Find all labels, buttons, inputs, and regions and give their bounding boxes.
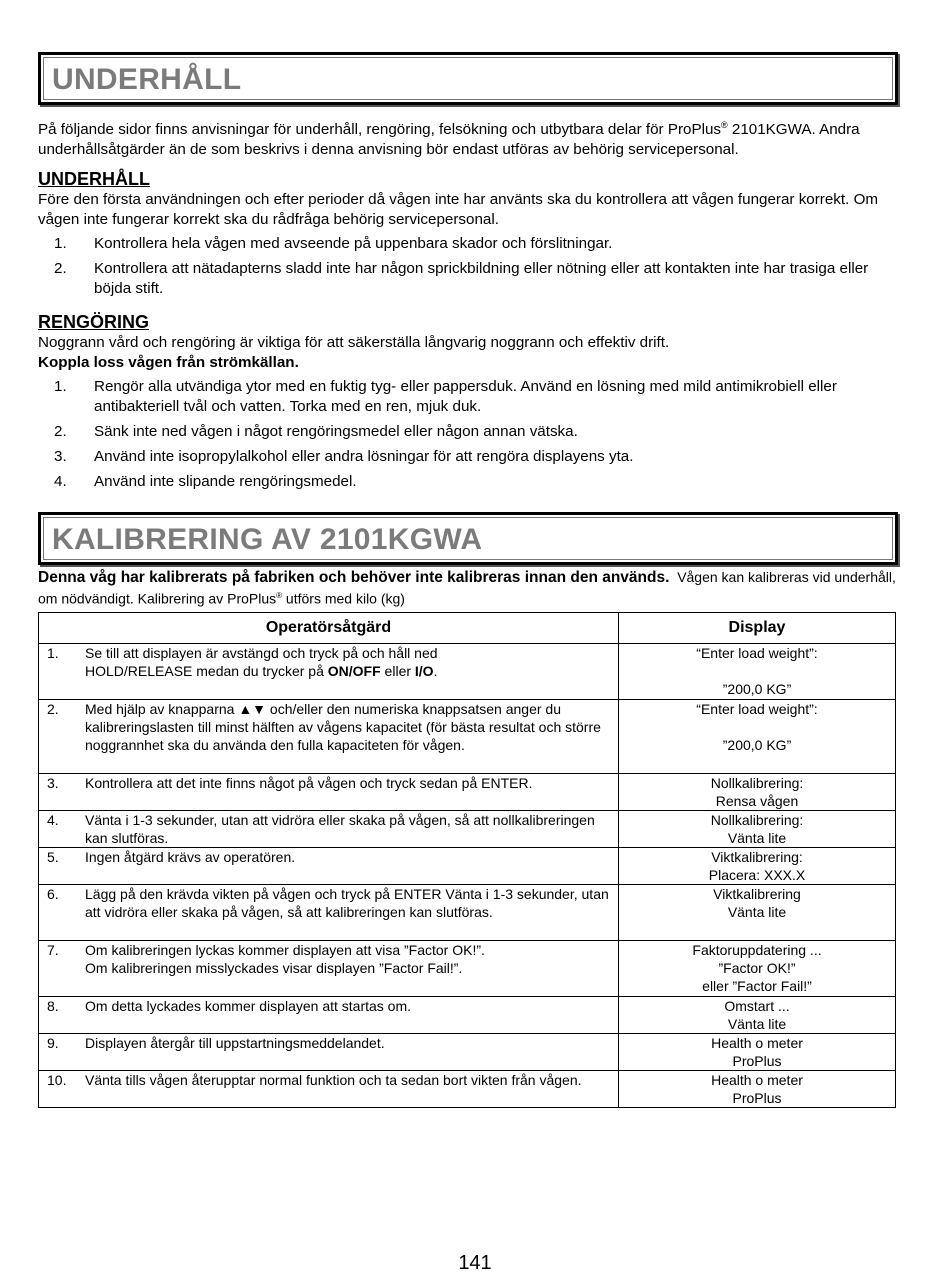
operator-cell bbox=[39, 940, 619, 996]
operator-text: eller bbox=[380, 662, 415, 679]
list-text: Rengör alla utvändiga ytor med en fuktig tyg- eller pappersduk. Använd en lösning med mild antimikrobiell eller antibakteriell tvål och vatten. Torka med en ren, mjuk duk. bbox=[94, 378, 837, 416]
display-line: Vänta lite bbox=[727, 903, 787, 920]
display-line: “Enter load weight”: bbox=[696, 644, 818, 661]
display-line: ProPlus bbox=[732, 1089, 782, 1106]
operator-text: Vänta i 1-3 sekunder, utan att vidröra eller skaka på vågen, så att nollkalibreringen kan slutföras. bbox=[85, 811, 595, 846]
operator-cell bbox=[39, 699, 619, 773]
display-line: Nollkalibrering: bbox=[710, 774, 804, 791]
display-line: eller ”Factor Fail!” bbox=[702, 977, 812, 994]
intro-text: På följande sidor finns anvisningar för underhåll, rengöring, felsökning och utbytbara delar för ProPlus bbox=[38, 121, 721, 139]
display-cell bbox=[619, 847, 896, 884]
operator-cell bbox=[39, 643, 619, 699]
display-line: Faktoruppdatering ... bbox=[692, 941, 822, 958]
display-line: Health o meter bbox=[711, 1071, 803, 1088]
operator-cell bbox=[39, 810, 619, 847]
operator-text: Ingen åtgärd krävs av operatören. bbox=[85, 848, 296, 865]
list-number: 2. bbox=[54, 423, 67, 441]
row-number: 6. bbox=[47, 885, 59, 902]
operator-text: Med hjälp av knapparna ▲▼ och/eller den numeriska knappsatsen anger du kalibreringslasten till minst hälften av vågens kapacitet (för bästa resultat och större noggrannhet ska du använda den fulla kapaciteten för vågen. bbox=[85, 700, 601, 753]
table-row bbox=[39, 643, 896, 699]
calibration-intro-text: Vågen kan kalibreras vid underhåll, om nödvändigt. Kalibrering av ProPlus bbox=[38, 569, 896, 607]
cleaning-warning: Koppla loss vågen från strömkällan. bbox=[38, 354, 299, 372]
display-line: Omstart ... bbox=[724, 997, 790, 1014]
display-line: ProPlus bbox=[732, 1052, 782, 1069]
list-number: 1. bbox=[54, 378, 67, 396]
column-header-operator: Operatörsåtgärd bbox=[39, 612, 619, 643]
display-cell bbox=[619, 1033, 896, 1070]
calibration-banner-title: KALIBRERING AV 2101KGWA bbox=[43, 517, 893, 560]
table-row bbox=[39, 940, 896, 996]
list-text: Använd inte slipande rengöringsmedel. bbox=[94, 473, 357, 491]
list-item bbox=[38, 377, 898, 417]
display-line bbox=[619, 718, 895, 736]
display-line: Vänta lite bbox=[727, 829, 787, 846]
maintenance-text: Före den första användningen och efter perioder då vågen inte har använts ska du kontrollera att vågen fungerar korrekt. Om vågen inte fungerar korrekt ska du rådfråga behörig servicepersonal. bbox=[38, 191, 879, 229]
list-text: Kontrollera hela vågen med avseende på uppenbara skador och förslitningar. bbox=[94, 235, 613, 253]
display-line: “Enter load weight”: bbox=[696, 700, 818, 717]
cleaning-steps bbox=[38, 377, 898, 492]
operator-line: Om kalibreringen lyckas kommer displayen att visa ”Factor OK!”. bbox=[85, 941, 485, 958]
page-number: 141 bbox=[458, 1252, 492, 1274]
table-row bbox=[39, 996, 896, 1033]
row-number: 5. bbox=[47, 848, 59, 865]
table-row bbox=[39, 699, 896, 773]
operator-text: Lägg på den krävda vikten på vågen och tryck på ENTER Vänta i 1-3 sekunder, utan att vidröra eller skaka på vågen, så att kalibreringen kan slutföras. bbox=[85, 885, 609, 920]
calibration-intro-end: utförs med kilo (kg) bbox=[282, 590, 405, 607]
display-cell bbox=[619, 699, 896, 773]
maintenance-steps bbox=[38, 234, 898, 299]
column-header-display: Display bbox=[619, 612, 896, 643]
operator-text: Om detta lyckades kommer displayen att startas om. bbox=[85, 997, 412, 1014]
row-number: 2. bbox=[47, 700, 59, 717]
intro-text-cont: 2101KGWA. Andra underhållsåtgärder än de som beskrivs i denna anvisning bör endast utföras av behörig servicepersonal. bbox=[38, 121, 860, 159]
display-line: ”200,0 KG” bbox=[722, 680, 792, 697]
display-line: Viktkalibrering: bbox=[711, 848, 803, 865]
table-row bbox=[39, 810, 896, 847]
list-item bbox=[38, 234, 898, 254]
display-line: Nollkalibrering: bbox=[710, 811, 804, 828]
row-number: 10. bbox=[47, 1071, 67, 1088]
operator-cell bbox=[39, 1070, 619, 1107]
list-text: Sänk inte ned vågen i något rengöringsmedel eller någon annan vätska. bbox=[94, 423, 578, 441]
operator-cell bbox=[39, 884, 619, 940]
key-on-off: ON/OFF bbox=[327, 662, 381, 679]
calibration-intro bbox=[38, 568, 898, 608]
row-number: 1. bbox=[47, 644, 59, 661]
calibration-banner bbox=[38, 512, 898, 565]
calibration-intro-bold: Denna våg har kalibrerats på fabriken och behöver inte kalibreras innan den används. bbox=[38, 569, 670, 587]
registered-mark: ® bbox=[276, 591, 283, 601]
list-item bbox=[38, 472, 898, 492]
operator-cell bbox=[39, 773, 619, 810]
list-number: 3. bbox=[54, 448, 67, 466]
list-number: 1. bbox=[54, 235, 67, 253]
operator-line: Se till att displayen är avstängd och tryck på och håll ned bbox=[85, 644, 438, 661]
display-line: Rensa vågen bbox=[715, 792, 799, 809]
list-item bbox=[38, 447, 898, 467]
row-number: 8. bbox=[47, 997, 59, 1014]
display-line: ”Factor OK!” bbox=[718, 959, 796, 976]
list-text: Kontrollera att nätadapterns sladd inte har någon sprickbildning eller nötning eller att kontakten inte har trasiga eller böjda stift. bbox=[94, 260, 869, 298]
row-number: 3. bbox=[47, 774, 59, 791]
table-row bbox=[39, 1033, 896, 1070]
table-row bbox=[39, 1070, 896, 1107]
display-line: Health o meter bbox=[711, 1034, 803, 1051]
maintenance-heading: UNDERHÅLL bbox=[38, 169, 150, 190]
table-row bbox=[39, 884, 896, 940]
display-line: Viktkalibrering bbox=[713, 885, 801, 902]
row-number: 4. bbox=[47, 811, 59, 828]
operator-text: Kontrollera att det inte finns något på vågen och tryck sedan på ENTER. bbox=[85, 774, 533, 791]
maintenance-banner bbox=[38, 52, 898, 105]
table-row bbox=[39, 847, 896, 884]
list-item bbox=[38, 422, 898, 442]
operator-cell bbox=[39, 996, 619, 1033]
row-number: 9. bbox=[47, 1034, 59, 1051]
display-line: Vänta lite bbox=[727, 1015, 787, 1032]
list-number: 4. bbox=[54, 473, 67, 491]
display-line bbox=[619, 662, 895, 680]
row-number: 7. bbox=[47, 941, 59, 958]
registered-mark: ® bbox=[721, 120, 728, 130]
operator-text: Vänta tills vågen återupptar normal funktion och ta sedan bort vikten från vågen. bbox=[85, 1071, 582, 1088]
page-content bbox=[38, 52, 898, 1108]
maintenance-banner-title: UNDERHÅLL bbox=[43, 57, 893, 100]
display-cell bbox=[619, 773, 896, 810]
display-cell bbox=[619, 996, 896, 1033]
operator-cell bbox=[39, 847, 619, 884]
calibration-table bbox=[38, 612, 896, 1108]
operator-text: . bbox=[433, 662, 438, 679]
display-cell bbox=[619, 1070, 896, 1107]
display-line: Placera: XXX.X bbox=[708, 866, 806, 883]
table-row bbox=[39, 773, 896, 810]
list-number: 2. bbox=[54, 260, 67, 278]
display-cell bbox=[619, 810, 896, 847]
operator-cell bbox=[39, 1033, 619, 1070]
table-header-row bbox=[39, 612, 896, 643]
intro-paragraph bbox=[38, 115, 898, 160]
cleaning-heading: RENGÖRING bbox=[38, 312, 150, 333]
key-io: I/O bbox=[414, 662, 434, 679]
list-item bbox=[38, 259, 898, 299]
cleaning-text: Noggrann vård och rengöring är viktiga för att säkerställa långvarig noggrann och effektiv drift. bbox=[38, 334, 670, 352]
list-text: Använd inte isopropylalkohol eller andra lösningar för att rengöra displayens yta. bbox=[94, 448, 634, 466]
display-line: ”200,0 KG” bbox=[722, 736, 792, 753]
display-cell bbox=[619, 643, 896, 699]
display-cell bbox=[619, 884, 896, 940]
operator-line: Om kalibreringen misslyckades visar displayen ”Factor Fail!”. bbox=[85, 959, 463, 976]
display-cell bbox=[619, 940, 896, 996]
operator-line: HOLD/RELEASE medan du trycker på bbox=[85, 662, 328, 679]
operator-text: Displayen återgår till uppstartningsmeddelandet. bbox=[85, 1034, 385, 1051]
